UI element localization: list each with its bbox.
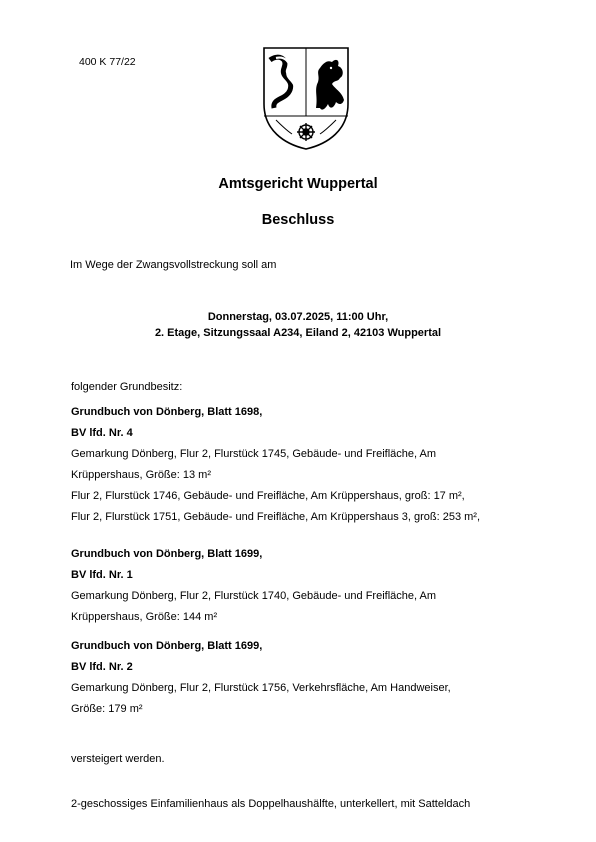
intro-text: Im Wege der Zwangsvollstreckung soll am bbox=[70, 259, 277, 271]
parcel-line: Größe: 179 m² bbox=[71, 703, 143, 715]
bv-number: BV lfd. Nr. 1 bbox=[71, 569, 133, 581]
document-title: Beschluss bbox=[261, 212, 335, 228]
property-description: 2-geschossiges Einfamilienhaus als Doppelhaushälfte, unterkellert, mit Satteldach bbox=[71, 798, 471, 810]
parcel-line: Flur 2, Flurstück 1751, Gebäude- und Freifläche, Am Krüppershaus 3, groß: 253 m², bbox=[71, 511, 481, 523]
property-entry bbox=[71, 636, 551, 720]
file-reference: 400 K 77/22 bbox=[79, 56, 136, 68]
parcel-line: Gemarkung Dönberg, Flur 2, Flurstück 1756, Verkehrsfläche, Am Handweiser, bbox=[71, 682, 451, 694]
auction-date: Donnerstag, 03.07.2025, 11:00 Uhr, bbox=[207, 311, 389, 323]
parcel-line: Krüppershaus, Größe: 144 m² bbox=[71, 611, 218, 623]
land-register-title: Grundbuch von Dönberg, Blatt 1698, bbox=[71, 406, 263, 418]
court-name: Amtsgericht Wuppertal bbox=[218, 176, 378, 192]
property-intro: folgender Grundbesitz: bbox=[71, 381, 183, 393]
bv-number: BV lfd. Nr. 2 bbox=[71, 661, 133, 673]
parcel-line: Gemarkung Dönberg, Flur 2, Flurstück 1745, Gebäude- und Freifläche, Am bbox=[71, 448, 437, 460]
property-entry bbox=[71, 544, 551, 628]
auction-location: 2. Etage, Sitzungssaal A234, Eiland 2, 42103 Wuppertal bbox=[154, 327, 442, 339]
bv-number: BV lfd. Nr. 4 bbox=[71, 427, 133, 439]
parcel-line: Krüppershaus, Größe: 13 m² bbox=[71, 469, 212, 481]
property-entry bbox=[71, 402, 551, 528]
land-register-title: Grundbuch von Dönberg, Blatt 1699, bbox=[71, 548, 263, 560]
coat-of-arms-logo bbox=[258, 46, 354, 150]
closing-text: versteigert werden. bbox=[71, 753, 165, 765]
parcel-line: Gemarkung Dönberg, Flur 2, Flurstück 1740, Gebäude- und Freifläche, Am bbox=[71, 590, 437, 602]
land-register-title: Grundbuch von Dönberg, Blatt 1699, bbox=[71, 640, 263, 652]
parcel-line: Flur 2, Flurstück 1746, Gebäude- und Freifläche, Am Krüppershaus, groß: 17 m², bbox=[71, 490, 465, 502]
